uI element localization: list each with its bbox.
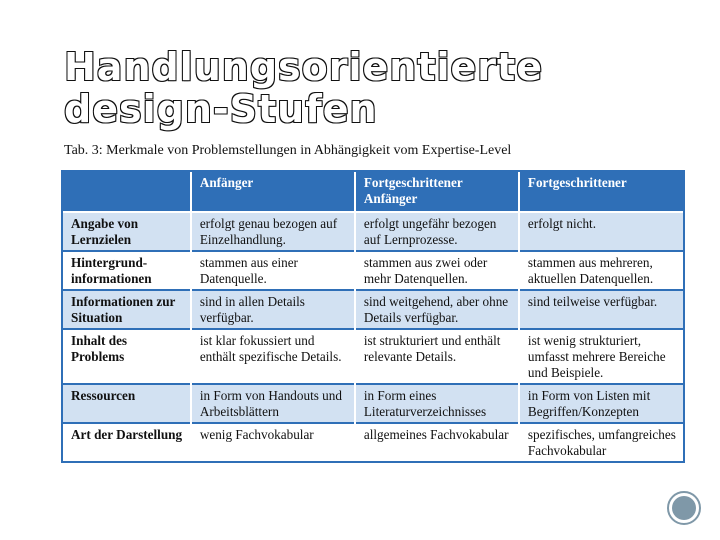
table-row xyxy=(63,251,683,290)
table-header-row xyxy=(63,172,683,212)
table-cell: spezifisches, umfangreiches Fachvokabular xyxy=(519,423,683,461)
table-cell: erfolgt nicht. xyxy=(519,212,683,251)
row-label: Inhalt des Problems xyxy=(63,329,191,384)
table-cell: in Form von Listen mit Begriffen/Konzepten xyxy=(519,384,683,423)
table-cell: stammen aus zwei oder mehr Datenquellen. xyxy=(355,251,519,290)
table-cell: in Form von Handouts und Arbeitsblättern xyxy=(191,384,355,423)
table-row xyxy=(63,384,683,423)
table-cell: in Form eines Literaturverzeichnisses xyxy=(355,384,519,423)
header-cell-fortgeschrittener-anfaenger: Fortgeschrittener Anfänger xyxy=(355,172,519,212)
header-cell-anfaenger: Anfänger xyxy=(191,172,355,212)
table-cell: allgemeines Fachvokabular xyxy=(355,423,519,461)
row-label: Ressourcen xyxy=(63,384,191,423)
table-cell: stammen aus einer Datenquelle. xyxy=(191,251,355,290)
table-row xyxy=(63,212,683,251)
row-label: Informationen zur Situation xyxy=(63,290,191,329)
slide-title-line-1: Handlungsorientierte xyxy=(64,45,543,89)
row-label: Hintergrund-informationen xyxy=(63,251,191,290)
header-cell-fortgeschrittener: Fortgeschrittener xyxy=(519,172,683,212)
table-cell: wenig Fachvokabular xyxy=(191,423,355,461)
table-row xyxy=(63,329,683,384)
circle-button-icon[interactable] xyxy=(667,491,701,525)
header-cell-empty xyxy=(63,172,191,212)
row-label: Angabe von Lernzielen xyxy=(63,212,191,251)
table-row xyxy=(63,290,683,329)
table-cell: sind weitgehend, aber ohne Details verfügbar. xyxy=(355,290,519,329)
table-cell: ist strukturiert und enthält relevante Details. xyxy=(355,329,519,384)
slide-title-line-2: design-Stufen xyxy=(64,87,378,131)
table-caption: Tab. 3: Merkmale von Problemstellungen in Abhängigkeit vom Expertise-Level xyxy=(64,143,512,158)
circle-button-inner xyxy=(672,496,696,520)
table-cell: erfolgt genau bezogen auf Einzelhandlung. xyxy=(191,212,355,251)
table-cell: sind in allen Details verfügbar. xyxy=(191,290,355,329)
slide-title xyxy=(64,46,543,130)
table-row xyxy=(63,423,683,461)
table-cell: stammen aus mehreren, aktuellen Datenquellen. xyxy=(519,251,683,290)
table-cell: erfolgt ungefähr bezogen auf Lernprozesse. xyxy=(355,212,519,251)
table-cell: ist klar fokussiert und enthält spezifische Details. xyxy=(191,329,355,384)
row-label: Art der Darstellung xyxy=(63,423,191,461)
table-cell: sind teilweise verfügbar. xyxy=(519,290,683,329)
expertise-table xyxy=(61,170,685,463)
table-cell: ist wenig strukturiert, umfasst mehrere Bereiche und Beispiele. xyxy=(519,329,683,384)
